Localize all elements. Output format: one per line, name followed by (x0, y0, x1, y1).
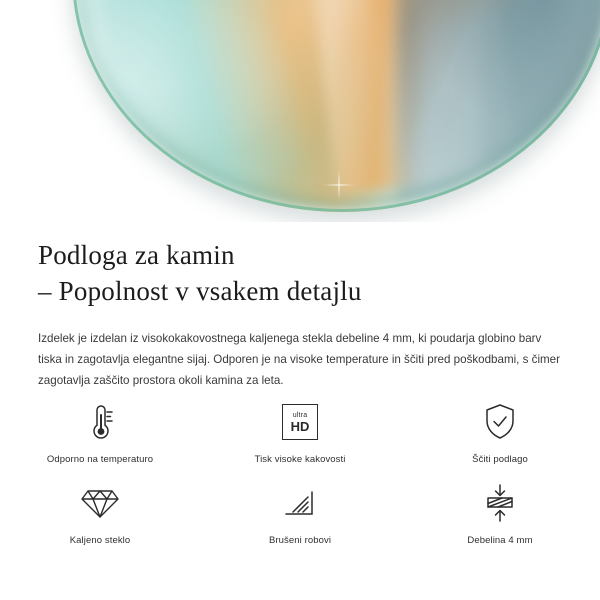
polished-edges-icon (273, 479, 327, 527)
marble-swirl-teal (104, 0, 482, 212)
diamond-icon (73, 479, 127, 527)
thickness-arrows-icon (473, 479, 527, 527)
headline-line-2: – Popolnost v vsakem detajlu (38, 275, 362, 306)
shield-check-icon (473, 398, 527, 446)
text-content (0, 222, 600, 391)
feature-item-print-quality (200, 398, 400, 465)
feature-item-thickness (400, 479, 600, 546)
page-title (0, 222, 600, 309)
feature-label: Kaljeno steklo (69, 535, 131, 546)
feature-label: Ščiti podlago (472, 454, 528, 465)
feature-item-surface-protection (400, 398, 600, 465)
headline-line-1: Podloga za kamin (38, 240, 235, 270)
feature-label: Odporno na temperaturo (46, 454, 154, 465)
description-paragraph: Izdelek je izdelan iz visokokakovostnega kaljenega stekla debeline 4 mm, ki poudarja globino barv tiska in zagotavlja elegantne sijaj. Odporen je na visoke temperature in ščiti pred poškodbami, s čimer zagotavlja zaščito prostora okoli kamina za leta. (38, 332, 560, 387)
hero-image (0, 0, 600, 222)
feature-item-tempered-glass (0, 479, 200, 546)
glass-panel-image (72, 0, 600, 212)
feature-label: Tisk visoke kakovosti (254, 454, 346, 465)
feature-label: Brušeni robovi (268, 535, 332, 546)
ultra-hd-icon (273, 398, 327, 446)
ultra-hd-top-text: ultra (292, 411, 308, 419)
feature-item-temperature (0, 398, 200, 465)
feature-label: Debelina 4 mm (467, 535, 533, 546)
feature-item-polished-edges (200, 479, 400, 546)
feature-list (0, 398, 600, 546)
thermometer-icon (73, 398, 127, 446)
ultra-hd-bottom-text: HD (290, 418, 310, 434)
